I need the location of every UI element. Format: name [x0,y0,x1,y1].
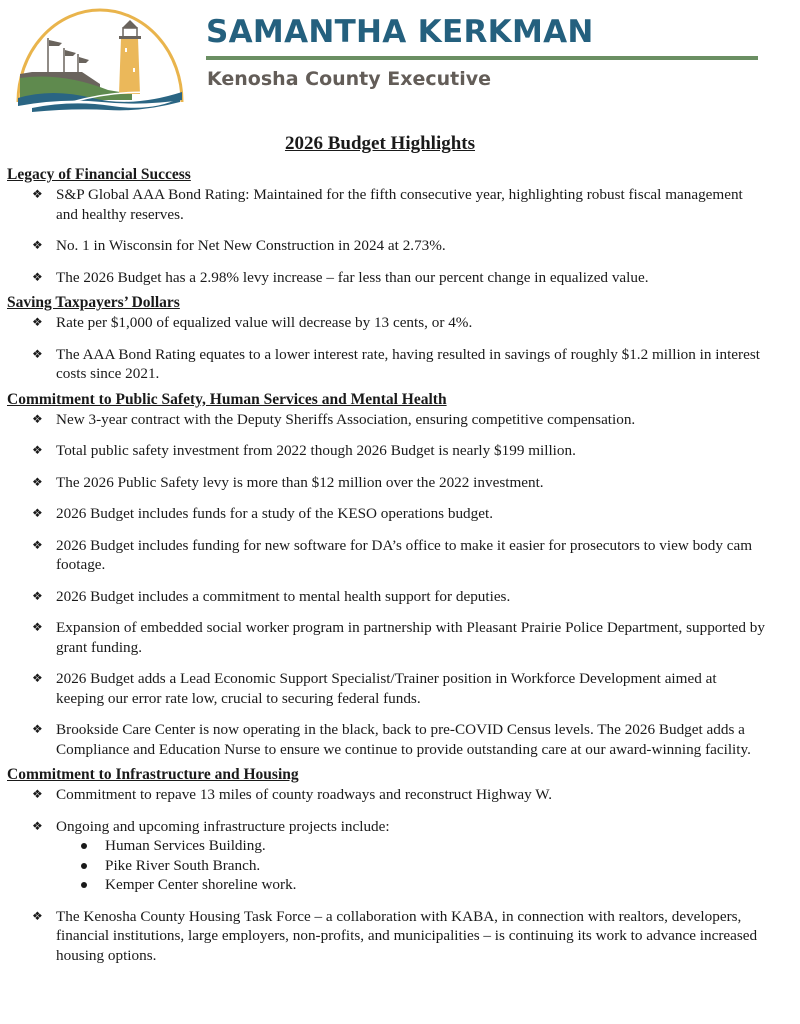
diamond-bullet-icon: ❖ [32,818,43,833]
section-heading: Commitment to Infrastructure and Housing [7,766,299,783]
list-item: ❖ S&P Global AAA Bond Rating: Maintained for the fifth consecutive year, highlighting robust fiscal management and healthy reserves. [32,186,743,223]
list-item: ❖ 2026 Budget includes funding for new software for DA’s office to make it easier for prosecutors to view body cam footage. [32,536,753,573]
document-body [7,165,767,971]
sub-bullet-list [56,836,767,895]
list-item: ❖ The Kenosha County Housing Task Force – a collaboration with KABA, in connection with realtors, developers, financial institutions, large employers, non-profits, and municipalities – is continuing its work to advance increased housing options. [32,907,758,964]
letterhead [0,0,800,118]
list-item: ❖ Commitment to repave 13 miles of county roadways and reconstruct Highway W. [32,786,553,803]
diamond-bullet-icon: ❖ [32,411,43,426]
diamond-bullet-icon: ❖ [32,620,43,634]
list-item: ❖ 2026 Budget adds a Lead Economic Support Specialist/Trainer position in Workforce Development aimed at keeping our error rate low, crucial to securing federal funds. [32,670,717,707]
list-item: ❖ New 3-year contract with the Deputy Sheriffs Association, ensuring competitive compensation. [32,410,636,428]
diamond-bullet-icon: ❖ [32,671,43,685]
diamond-bullet-icon: ❖ [32,537,43,552]
list-item: ❖ 2026 Budget includes funds for a study of the KESO operations budget. [32,505,493,522]
diamond-bullet-icon: ❖ [32,722,43,736]
list-item: ❖ Total public safety investment from 2022 though 2026 Budget is nearly $199 million. [32,442,576,459]
list-item: ❖ The AAA Bond Rating equates to a lower interest rate, having resulted in savings of roughly $1.2 million in interest costs since 2021. [32,345,760,382]
dot-bullet-icon [81,843,87,849]
bullet-list [7,313,767,384]
diamond-bullet-icon: ❖ [32,315,43,329]
sub-list-item: Human Services Building. [56,836,767,856]
executive-name: SAMANTHA KERKMAN [206,14,594,50]
section-legacy [7,165,767,287]
list-item: ❖ Rate per $1,000 of equalized value will decrease by 13 cents, or 4%. [32,314,473,331]
diamond-bullet-icon: ❖ [32,506,43,520]
diamond-bullet-icon: ❖ [32,443,43,457]
diamond-bullet-icon: ❖ [32,908,43,923]
section-heading: Commitment to Public Safety, Human Services and Mental Health [7,390,447,408]
section-infrastructure [7,765,767,965]
diamond-bullet-icon: ❖ [32,474,43,489]
page-title: 2026 Budget Highlights [284,133,476,154]
header-divider [206,56,758,60]
list-item: ❖ No. 1 in Wisconsin for Net New Construction in 2024 at 2.73%. [32,237,446,254]
bullet-list [7,410,767,760]
sub-list-item: Kemper Center shoreline work. [56,875,767,895]
bullet-list [7,785,767,965]
section-heading: Legacy of Financial Success [7,166,191,183]
bullet-list [7,185,767,287]
section-public-safety [7,390,767,760]
diamond-bullet-icon: ❖ [32,238,43,252]
section-saving [7,293,767,384]
diamond-bullet-icon: ❖ [32,787,43,801]
sub-list-item: Pike River South Branch. [56,856,767,876]
dot-bullet-icon [81,863,87,869]
list-item: ❖ The 2026 Public Safety levy is more than $12 million over the 2022 investment. [32,473,544,491]
lighthouse-logo-icon [12,2,188,114]
dot-bullet-icon [81,882,87,888]
diamond-bullet-icon: ❖ [32,187,43,201]
list-item: ❖ 2026 Budget includes a commitment to mental health support for deputies. [32,587,511,605]
executive-title: Kenosha County Executive [207,68,492,90]
list-item: ❖ The 2026 Budget has a 2.98% levy increase – far less than our percent change in equalized value. [32,268,649,286]
list-item: ❖ Ongoing and upcoming infrastructure projects include: Human Services Building. Pike River South Branch. Kemper Center shoreline work. [7,817,767,895]
list-item: ❖ Expansion of embedded social worker program in partnership with Pleasant Prairie Police Department, supported by grant funding. [32,619,765,656]
diamond-bullet-icon: ❖ [32,269,43,284]
diamond-bullet-icon: ❖ [32,346,43,361]
diamond-bullet-icon: ❖ [32,588,43,603]
section-heading: Saving Taxpayers’ Dollars [7,294,180,311]
list-item: ❖ Brookside Care Center is now operating in the black, back to pre-COVID Census levels. The 2026 Budget adds a Compliance and Education Nurse to ensure we continue to provide outstanding care at our award-winning facility. [32,721,751,758]
